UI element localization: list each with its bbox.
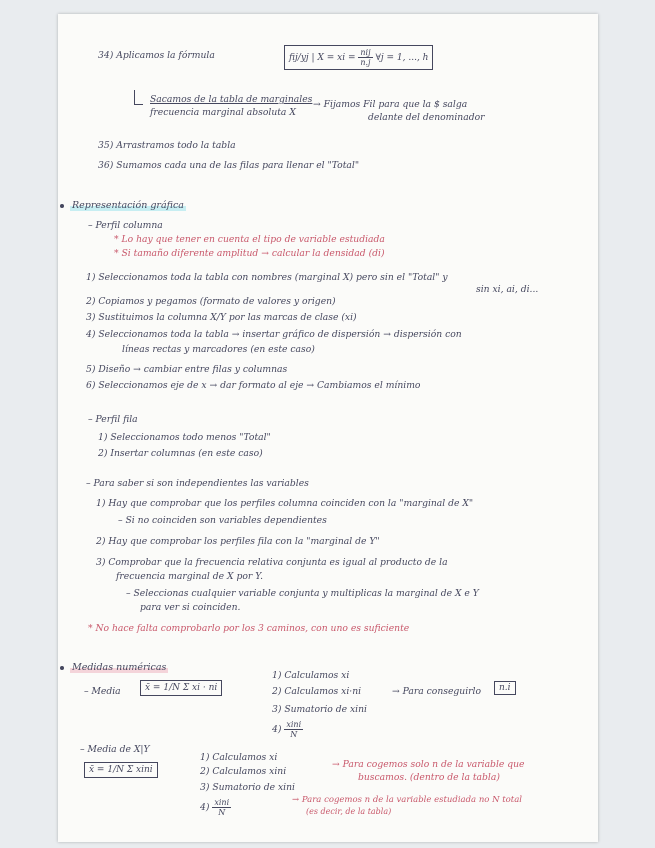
formula-left: fij/yj | X = xi = <box>289 53 356 63</box>
col-step-3: 3) Sustituimos la columna X/Y por las marcas de clase (xi) <box>86 312 357 323</box>
indep-step-3-cont: frecuencia marginal de X por Y. <box>116 571 264 582</box>
note-denominator: delante del denominador <box>368 112 485 123</box>
n-denominator-2: N <box>218 808 226 817</box>
cond-step-4 <box>200 798 231 817</box>
fraction-denominator: n.j <box>360 58 371 67</box>
cond-step-3: 3) Sumatorio de xini <box>200 782 295 793</box>
indep-step-3: 3) Comprobar que la frecuencia relativa conjunta es igual al producto de la <box>96 557 448 568</box>
xini-numerator-2: xini <box>214 798 230 807</box>
indep-step-3-note-cont: para ver si coinciden. <box>140 602 241 613</box>
indep-step-3-note: – Seleccionas cualquier variable conjunta y multiplicas la marginal de X e Y <box>126 588 479 599</box>
col-step-1-cont: sin xi, ai, di... <box>476 284 539 295</box>
red-note-sufficient: * No hace falta comprobarlo por los 3 caminos, con uno es suficiente <box>88 623 410 634</box>
mean-arrow-note: → Para conseguirlo <box>392 686 482 697</box>
mean-step-1: 1) Calculamos xi <box>272 670 350 681</box>
col-step-2: 2) Copiamos y pegamos (formato de valores y origen) <box>86 296 336 307</box>
xini-numerator: xini <box>286 720 302 729</box>
cond-note-text: Para cogemos solo n de la variable que <box>342 759 525 770</box>
note-marginal-frequency: frecuencia marginal absoluta X <box>150 107 296 118</box>
section-graph-heading <box>60 200 186 211</box>
ni-box: n.i <box>494 681 516 695</box>
indep-step-1-note: – Si no coinciden son variables dependientes <box>118 515 327 526</box>
col-step-1: 1) Seleccionamos toda la tabla con nombres (marginal X) pero sin el "Total" y <box>86 272 448 283</box>
mean-step-3: 3) Sumatorio de xini <box>272 704 367 715</box>
independence-title: – Para saber si son independientes las variables <box>86 478 309 489</box>
col-step-4: 4) Seleccionamos toda la tabla → insertar gráfico de dispersión → dispersión con <box>86 329 462 340</box>
cond-step-2: 2) Calculamos xini <box>200 766 287 777</box>
mean-title: – Media <box>84 686 121 697</box>
bullet-dot <box>60 666 64 670</box>
section-measures-heading <box>60 662 168 673</box>
mean-formula-box: x̄ = 1/N Σ xi · ni <box>140 680 222 696</box>
conditional-formula-box <box>284 45 433 70</box>
bracket-arrow <box>134 90 143 105</box>
step-4b-number: 4) <box>200 802 210 813</box>
bullet-dot <box>60 204 64 208</box>
step-34: 34) Aplicamos la fórmula <box>98 50 215 61</box>
mean-step-4 <box>272 720 303 739</box>
step-35: 35) Arrastramos todo la tabla <box>98 140 236 151</box>
col-step-4-cont: líneas rectas y marcadores (en este caso) <box>122 344 315 355</box>
step-36: 36) Sumamos cada una de las filas para llenar el "Total" <box>98 160 360 171</box>
row-step-1: 1) Seleccionamos todo menos "Total" <box>98 432 271 443</box>
mean-note-text: Para conseguirlo <box>402 686 482 697</box>
xini-over-n-2 <box>212 798 231 817</box>
cond-mean-formula-box: x̄ = 1/N Σ xini <box>84 762 158 778</box>
formula-fraction <box>358 48 372 67</box>
mean-step-2: 2) Calculamos xi·ni <box>272 686 362 697</box>
indep-step-2: 2) Hay que comprobar los perfiles fila con la "marginal de Y" <box>96 536 380 547</box>
xini-over-n <box>284 720 303 739</box>
n-denominator: N <box>290 730 298 739</box>
profile-column-title: – Perfil columna <box>88 220 163 231</box>
cond-step-1: 1) Calculamos xi <box>200 752 278 763</box>
red-note-variable-type: * Lo hay que tener en cuenta el tipo de variable estudiada <box>114 234 385 245</box>
cond-mean-title: – Media de X|Y <box>80 744 150 755</box>
red-note-density: * Si tamaño diferente amplitud → calcular la densidad (di) <box>114 248 385 259</box>
note-arrow-fix: → Fijamos Fil para que la $ salga <box>313 99 468 110</box>
measures-heading-text: Medidas numéricas <box>72 662 167 673</box>
indep-step-1: 1) Hay que comprobar que los perfiles columna coinciden con la "marginal de X" <box>96 498 474 509</box>
graph-heading-text: Representación gráfica <box>72 200 184 211</box>
note-marginal-table: Sacamos de la tabla de marginales <box>150 94 313 105</box>
col-step-6: 6) Seleccionamos eje de x → dar formato al eje → Cambiamos el mínimo <box>86 380 421 391</box>
fraction-numerator: nij <box>360 48 371 57</box>
cond-step-2-note-cont: buscamos. (dentro de la tabla) <box>358 772 500 783</box>
cond-step-2-note: → Para cogemos solo n de la variable que <box>332 759 525 770</box>
col-step-5: 5) Diseño → cambiar entre filas y columnas <box>86 364 288 375</box>
profile-row-title: – Perfil fila <box>88 414 138 425</box>
note-fix-text: Fijamos Fil para que la $ salga <box>323 99 468 110</box>
cond-step-4-note-cont: (es decir, de la tabla) <box>306 807 392 816</box>
formula-right: ∀j = 1, ..., h <box>375 53 429 63</box>
step-4-number: 4) <box>272 724 282 735</box>
notebook-page <box>58 14 598 842</box>
cond-step-4-note: → Para cogemos n de la variable estudiada no N total <box>292 795 522 805</box>
cond-note-4-text: Para cogemos n de la variable estudiada no N total <box>301 795 522 805</box>
row-step-2: 2) Insertar columnas (en este caso) <box>98 448 263 459</box>
